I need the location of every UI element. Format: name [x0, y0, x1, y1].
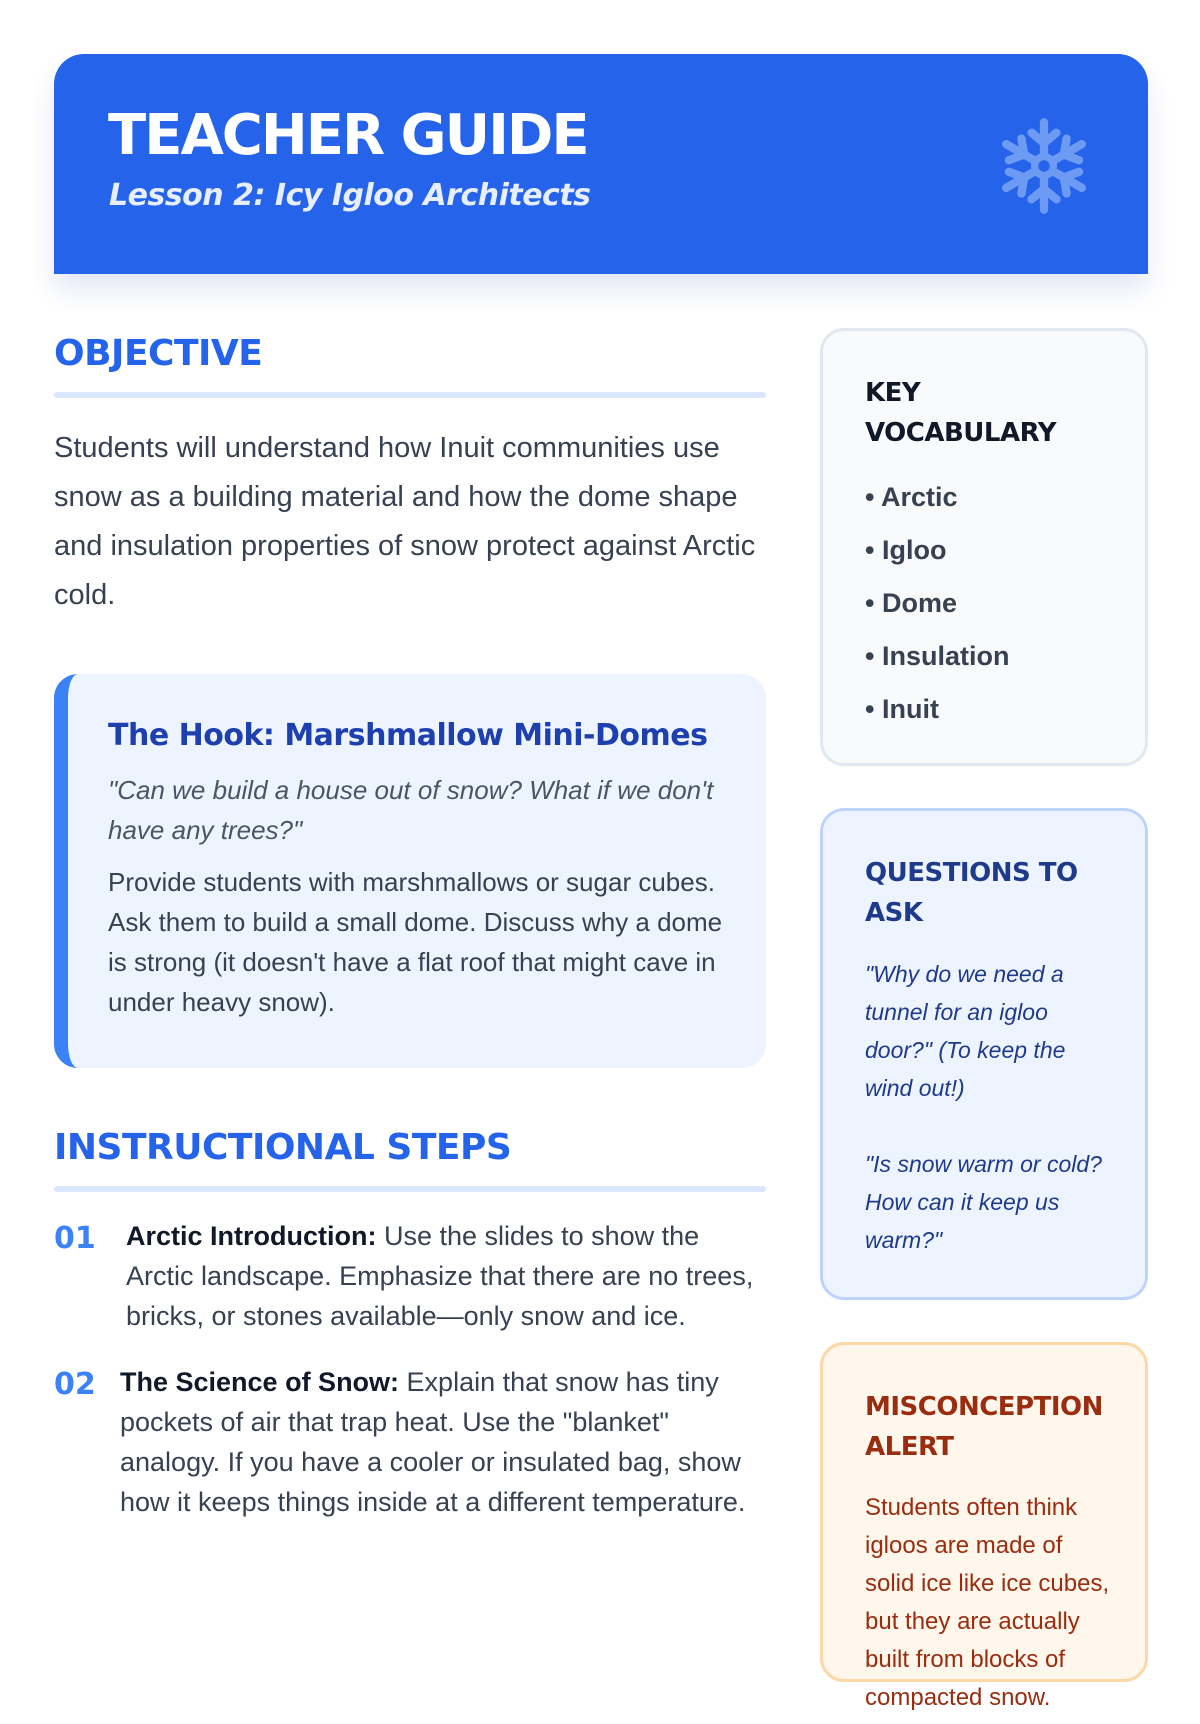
misconception-text: Students often think igloos are made of solid ice like ice cubes, but they are actually built from blocks of compacted snow. — [865, 1494, 1110, 1711]
vocabulary-item: • Arctic — [865, 482, 958, 512]
misconception-title: MISCONCEPTION ALERT — [865, 1392, 1103, 1462]
step-description: Use the slides to show the Arctic landscape. Emphasize that there are no trees, bricks, or stones available—only snow and ice. — [126, 1221, 754, 1331]
step-item — [54, 1216, 766, 1336]
question-item: "Is snow warm or cold? How can it keep us warm?" — [865, 1151, 1102, 1253]
objective-section — [54, 330, 766, 620]
hook-quote: "Can we build a house out of snow? What if we don't have any trees?" — [108, 775, 714, 845]
step-text — [120, 1362, 766, 1522]
step-number: 01 — [54, 1221, 96, 1256]
vocabulary-item: • Dome — [865, 588, 957, 618]
hook-callout — [54, 674, 766, 1068]
vocabulary-card — [820, 328, 1148, 766]
vocabulary-item: • Inuit — [865, 694, 939, 724]
objective-heading: OBJECTIVE — [54, 333, 263, 374]
section-divider — [54, 1186, 766, 1192]
hook-title: The Hook: Marshmallow Mini-Domes — [108, 718, 708, 753]
vocabulary-item: • Insulation — [865, 641, 1010, 671]
section-divider — [54, 392, 766, 398]
step-title: The Science of Snow: — [120, 1367, 400, 1397]
objective-text: Students will understand how Inuit communities use snow as a building material and how the dome shape and insulation properties of snow protect against Arctic cold. — [54, 432, 756, 611]
vocabulary-item: • Igloo — [865, 535, 947, 565]
snowflake-icon — [992, 114, 1096, 218]
steps-heading: INSTRUCTIONAL STEPS — [54, 1127, 512, 1168]
step-item — [54, 1362, 766, 1522]
step-number: 02 — [54, 1367, 96, 1402]
lesson-subtitle: Lesson 2: Icy Igloo Architects — [109, 178, 591, 213]
header-banner — [54, 54, 1148, 274]
question-item: "Why do we need a tunnel for an igloo door?" (To keep the wind out!) — [865, 961, 1066, 1101]
steps-section — [54, 1124, 766, 1522]
hook-body: Provide students with marshmallows or sugar cubes. Ask them to build a small dome. Discuss why a dome is strong (it doesn't have a flat roof that might cave in under heavy snow). — [108, 867, 723, 1017]
page-title: TEACHER GUIDE — [108, 103, 588, 168]
main-content — [54, 330, 766, 1522]
questions-title: QUESTIONS TO ASK — [865, 858, 1078, 928]
step-description: Explain that snow has tiny pockets of air that trap heat. Use the "blanket" analogy. If you have a cooler or insulated bag, show how it keeps things inside at a different temperature. — [120, 1367, 746, 1517]
misconception-card — [820, 1342, 1148, 1711]
questions-card — [820, 808, 1148, 1300]
step-text — [126, 1216, 766, 1336]
step-title: Arctic Introduction: — [126, 1221, 377, 1251]
vocabulary-title: KEY VOCABULARY — [865, 378, 1057, 448]
vocabulary-list — [865, 471, 1115, 736]
sidebar — [820, 328, 1148, 1724]
